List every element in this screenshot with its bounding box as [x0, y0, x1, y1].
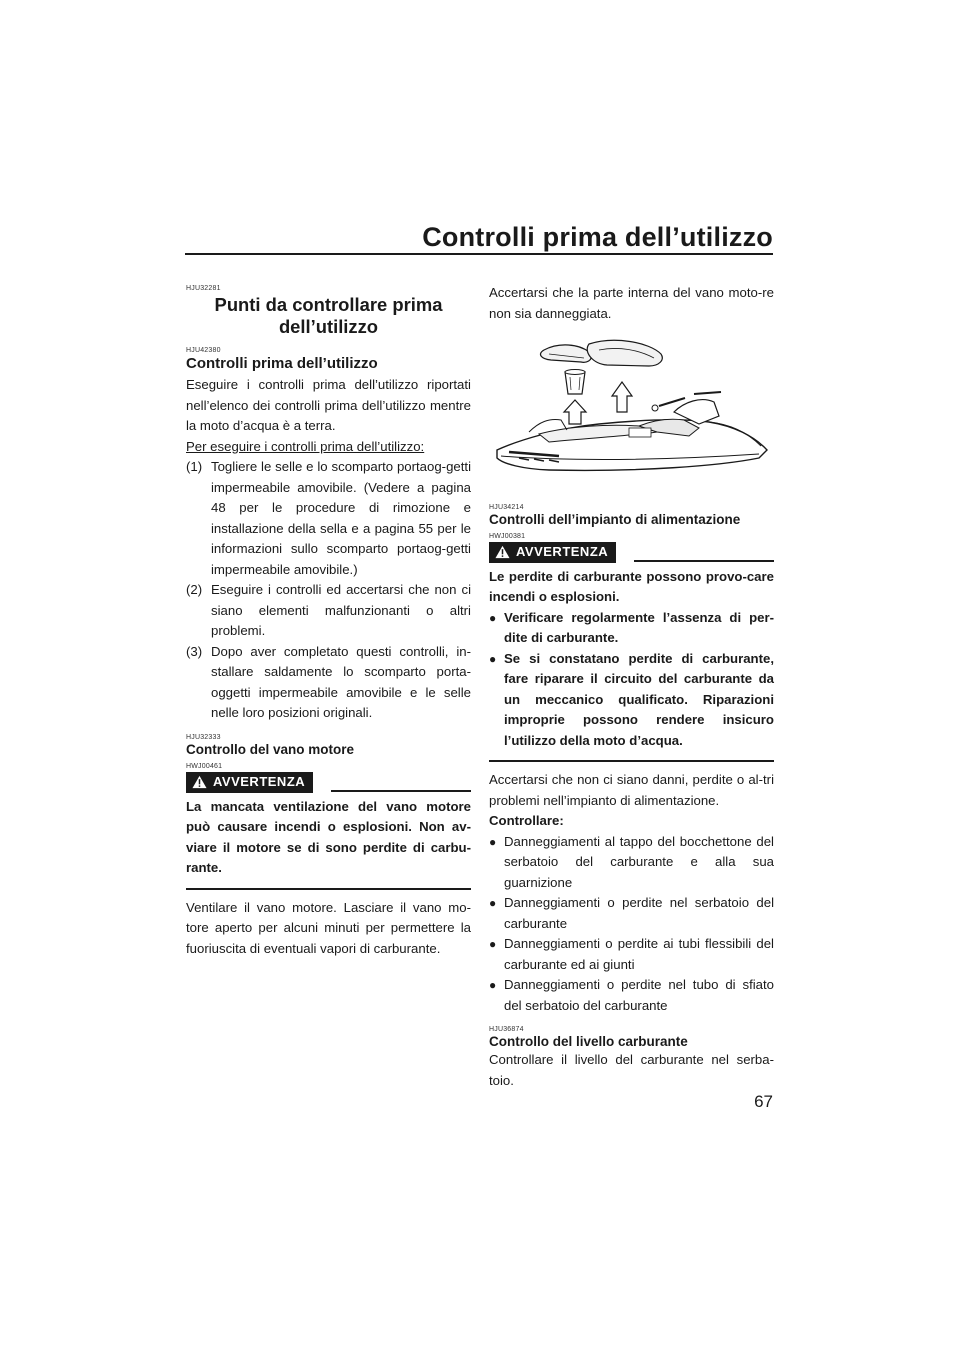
right-column: [489, 283, 774, 1091]
warning-end-rule: [186, 888, 471, 890]
section-code: HJU34214: [489, 503, 524, 511]
warning-bullets: [489, 608, 774, 752]
list-item: (3) Dopo aver completato questi controlli, in-stallare saldamente lo scomparto porta-oggetti impermeabile amovibile e le selle nelle loro posizioni originali.: [186, 643, 471, 720]
paragraph: Accertarsi che non ci siano danni, perdite o al-tri problemi nell’impianto di alimentazione.: [489, 772, 774, 808]
warning-end-rule: [489, 760, 774, 762]
list-item: (2) Eseguire i controlli ed accertarsi che non ci siano elementi malfunzionanti o altri problemi.: [186, 582, 471, 638]
warning-text: La mancata ventilazione del vano motore può causare incendi o esplosioni. Non av-viare il motore se di sono perdite di carbu-rante.: [186, 798, 471, 875]
warning-triangle-icon: [495, 545, 510, 559]
bullet-icon: ●: [489, 834, 497, 849]
bullet-icon: ●: [489, 651, 497, 666]
section-title-fuel-level: Controllo del livello carburante: [489, 1034, 688, 1049]
list-item: (1) Togliere le selle e lo scomparto portaog-getti impermeabile amovibile. (Vedere a pagina 48 per le procedure di rimozione e installazione della sella e a pagina 55 per le informazioni sullo scomparto portaog-getti impermeabile amovibile.): [186, 459, 471, 577]
section-code: HJU36874: [489, 1026, 524, 1033]
page-number: 67: [754, 1092, 773, 1111]
paragraph: Controllare il livello del carburante nel serba-toio.: [489, 1052, 774, 1088]
warning-rule: [634, 560, 774, 562]
bullet-icon: ●: [489, 610, 497, 625]
procedure-steps: [186, 457, 471, 724]
list-item: ● Danneggiamenti o perdite nel tubo di sfiato del serbatoio del carburante: [489, 977, 774, 1013]
section-title-fuel-system: Controlli dell’impianto di alimentazione: [489, 511, 741, 527]
paragraph: Eseguire i controlli prima dell’utilizzo riportati nell’elenco dei controlli prima dell’utilizzo mentre la moto d’acqua è a terra.: [186, 377, 471, 433]
bullet-icon: ●: [489, 978, 497, 992]
section-code: HJU42380: [186, 347, 221, 354]
list-item: ● Danneggiamenti o perdite ai tubi flessibili del carburante ed ai giunti: [489, 936, 774, 972]
section-title-engine-bay: Controllo del vano motore: [186, 741, 355, 757]
section-title-pre-checks: Controlli prima dell’utilizzo: [186, 355, 378, 372]
warning-header: [186, 772, 471, 793]
header-rule: [185, 253, 773, 255]
bullet-icon: ●: [489, 937, 497, 951]
warning-lead-text: Le perdite di carburante possono provo-care incendi o esplosioni.: [489, 568, 774, 604]
paragraph: Ventilare il vano motore. Lasciare il vano mo-tore aperto per alcuni minuti per permettere la fuoriuscita di eventuali vapori di carburante.: [186, 899, 471, 956]
list-item: ● Danneggiamenti al tappo del bocchettone del serbatoio del carburante e alla sua guarnizione: [489, 833, 774, 890]
warning-code: HWJ00381: [489, 532, 526, 540]
warning-rule: [331, 790, 471, 792]
procedure-subheading: Per eseguire i controlli prima dell’utilizzo:: [186, 438, 425, 454]
list-item: ● Danneggiamenti o perdite nel serbatoio del carburante: [489, 895, 774, 931]
warning-badge: AVVERTENZA: [489, 542, 616, 563]
warning-badge: AVVERTENZA: [186, 772, 313, 793]
left-column: [186, 284, 471, 959]
check-list: [489, 832, 774, 1017]
section-code: HJU32333: [186, 733, 221, 741]
bullet-icon: ●: [489, 896, 497, 910]
check-label: Controllare:: [489, 813, 564, 828]
list-item: ● Se si constatano perdite di carburante, fare riparare il circuito del carburante da un meccanico qualificato. Riparazioni improprie possono rendere insicuro l’utilizzo della moto d’acqua.: [489, 650, 774, 748]
warning-header: [489, 542, 774, 563]
section-code: HJU32281: [186, 285, 221, 292]
paragraph: Accertarsi che la parte interna del vano moto-re non sia danneggiata.: [489, 285, 774, 321]
page-header-title: Controlli prima dell’utilizzo: [422, 222, 773, 252]
list-item: ● Verificare regolarmente l’assenza di per-dite di carburante.: [489, 609, 774, 645]
warning-code: HWJ00461: [186, 762, 223, 770]
main-title: Punti da controllare prima dell’utilizzo: [214, 294, 443, 337]
warning-triangle-icon: [192, 775, 207, 789]
watercraft-seat-removal-illustration: [489, 332, 774, 482]
